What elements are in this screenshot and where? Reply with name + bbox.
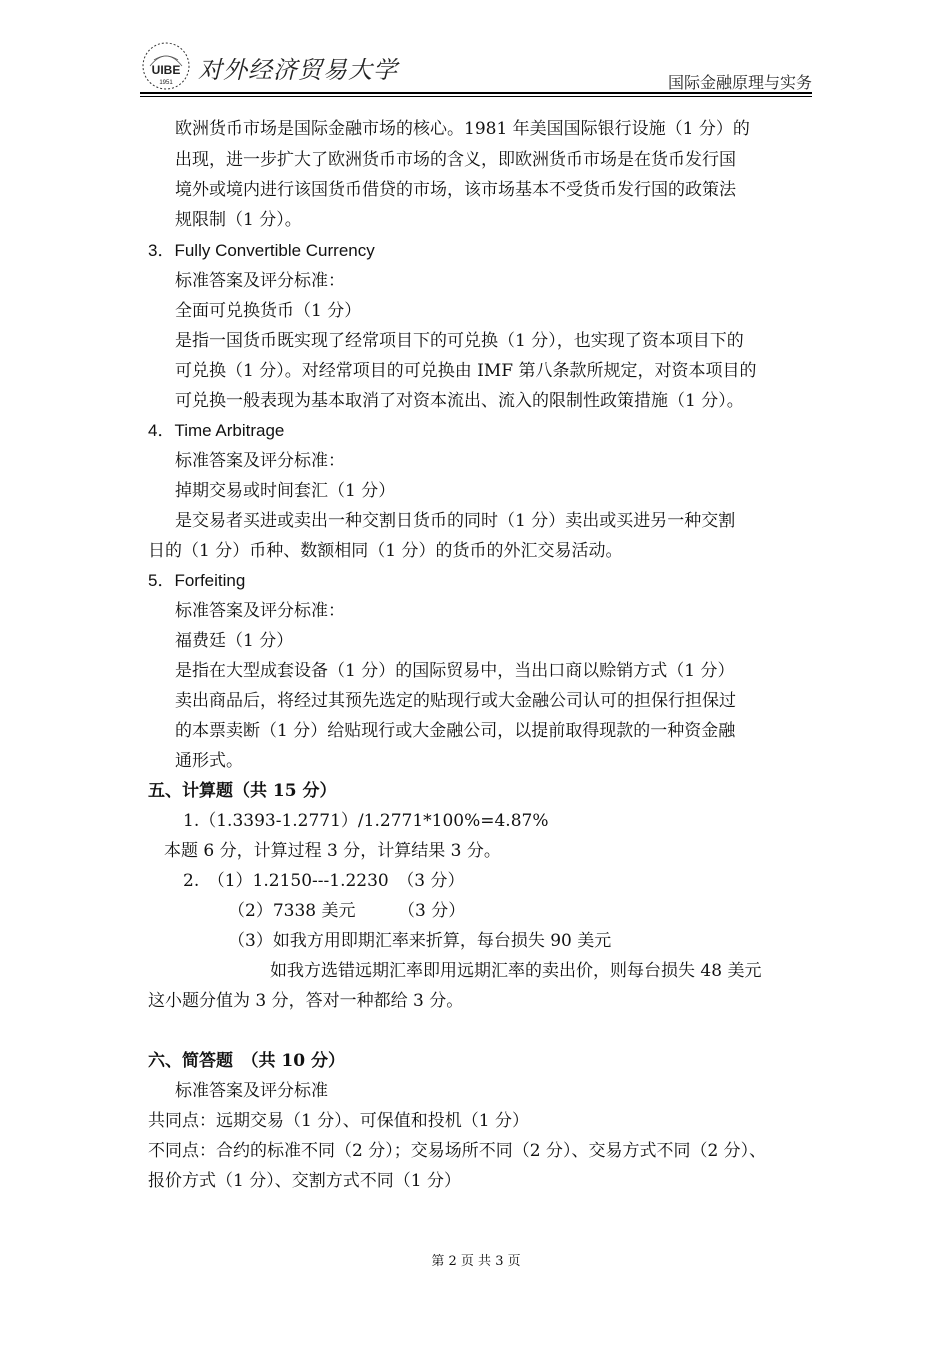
text-line: 是指在大型成套设备（1 分）的国际贸易中，当出口商以赊销方式（1 分） <box>175 661 735 681</box>
text-line: 不同点：合约的标准不同（2 分）；交易场所不同（2 分）、交易方式不同（2 分）、 <box>148 1141 767 1161</box>
text-line: 出现，进一步扩大了欧洲货币市场的含义，即欧洲货币市场是在货币发行国 <box>175 150 736 170</box>
text-line: 通形式。 <box>175 751 243 771</box>
text-line: 可兑换（1 分）。对经常项目的可兑换由 IMF 第八条款所规定，对资本项目的 <box>175 361 757 381</box>
text-line: 是交易者买进或卖出一种交割日货币的同时（1 分）卖出或买进另一种交割 <box>175 511 736 531</box>
section-heading: 六、简答题 （共 10 分） <box>148 1051 345 1071</box>
question-heading: 3．Fully Convertible Currency <box>148 241 375 260</box>
text-line: 2. （1）1.2150---1.2230 （3 分） <box>183 871 465 891</box>
text-line: 规限制（1 分）。 <box>175 210 302 230</box>
text-line: 福费廷（1 分） <box>175 631 294 651</box>
text-line: 境外或境内进行该国货币借贷的市场，该市场基本不受货币发行国的政策法 <box>175 180 736 200</box>
text-line: 标准答案及评分标准 <box>175 1081 328 1101</box>
university-name: 对外经济贸易大学 <box>198 56 398 84</box>
text-line: 报价方式（1 分）、交割方式不同（1 分） <box>148 1171 461 1191</box>
text-line: 标准答案及评分标准： <box>175 451 345 471</box>
text-line: 欧洲货币市场是国际金融市场的核心。1981 年美国国际银行设施（1 分）的 <box>175 119 750 139</box>
text-line: （2）7338 美元 （3 分） <box>228 901 466 921</box>
text-line: 标准答案及评分标准： <box>175 601 345 621</box>
text-line: 这小题分值为 3 分，答对一种都给 3 分。 <box>148 991 464 1011</box>
section-heading: 五、计算题（共 15 分） <box>148 781 337 801</box>
course-title: 国际金融原理与实务 <box>667 75 812 92</box>
text-line: 标准答案及评分标准： <box>175 271 345 291</box>
question-heading: 5．Forfeiting <box>148 571 246 590</box>
university-logo-icon <box>140 40 192 92</box>
svg-text:1951: 1951 <box>159 80 173 86</box>
text-line: 的本票卖断（1 分）给贴现行或大金融公司，以提前取得现款的一种资金融 <box>175 721 736 741</box>
question-heading: 4．Time Arbitrage <box>148 421 285 440</box>
page-number: 第 2 页 共 3 页 <box>431 1254 521 1269</box>
text-line: 全面可兑换货币（1 分） <box>175 301 362 321</box>
text-line: 可兑换一般表现为基本取消了对资本流出、流入的限制性政策措施（1 分）。 <box>175 391 744 411</box>
text-line: 日的（1 分）币种、数额相同（1 分）的货币的外汇交易活动。 <box>148 541 623 561</box>
text-line: 掉期交易或时间套汇（1 分） <box>175 481 396 501</box>
text-line: 本题 6 分，计算过程 3 分，计算结果 3 分。 <box>164 841 501 861</box>
text-line: 卖出商品后，将经过其预先选定的贴现行或大金融公司认可的担保行担保过 <box>175 691 736 711</box>
page-header <box>140 40 812 92</box>
text-line: 如我方选错远期汇率即用远期汇率的卖出价，则每台损失 48 美元 <box>270 961 762 981</box>
text-line: 是指一国货币既实现了经常项目下的可兑换（1 分），也实现了资本项目下的 <box>175 331 744 351</box>
text-line: 1.（1.3393-1.2771）/1.2771*100%=4.87% <box>183 811 549 831</box>
text-line: （3）如我方用即期汇率来折算，每台损失 90 美元 <box>228 931 612 951</box>
header-rule-thick <box>140 92 812 94</box>
header-rule-thin <box>140 96 812 97</box>
text-line: 共同点：远期交易（1 分）、可保值和投机（1 分） <box>148 1111 529 1131</box>
svg-text:UIBE: UIBE <box>151 63 181 77</box>
